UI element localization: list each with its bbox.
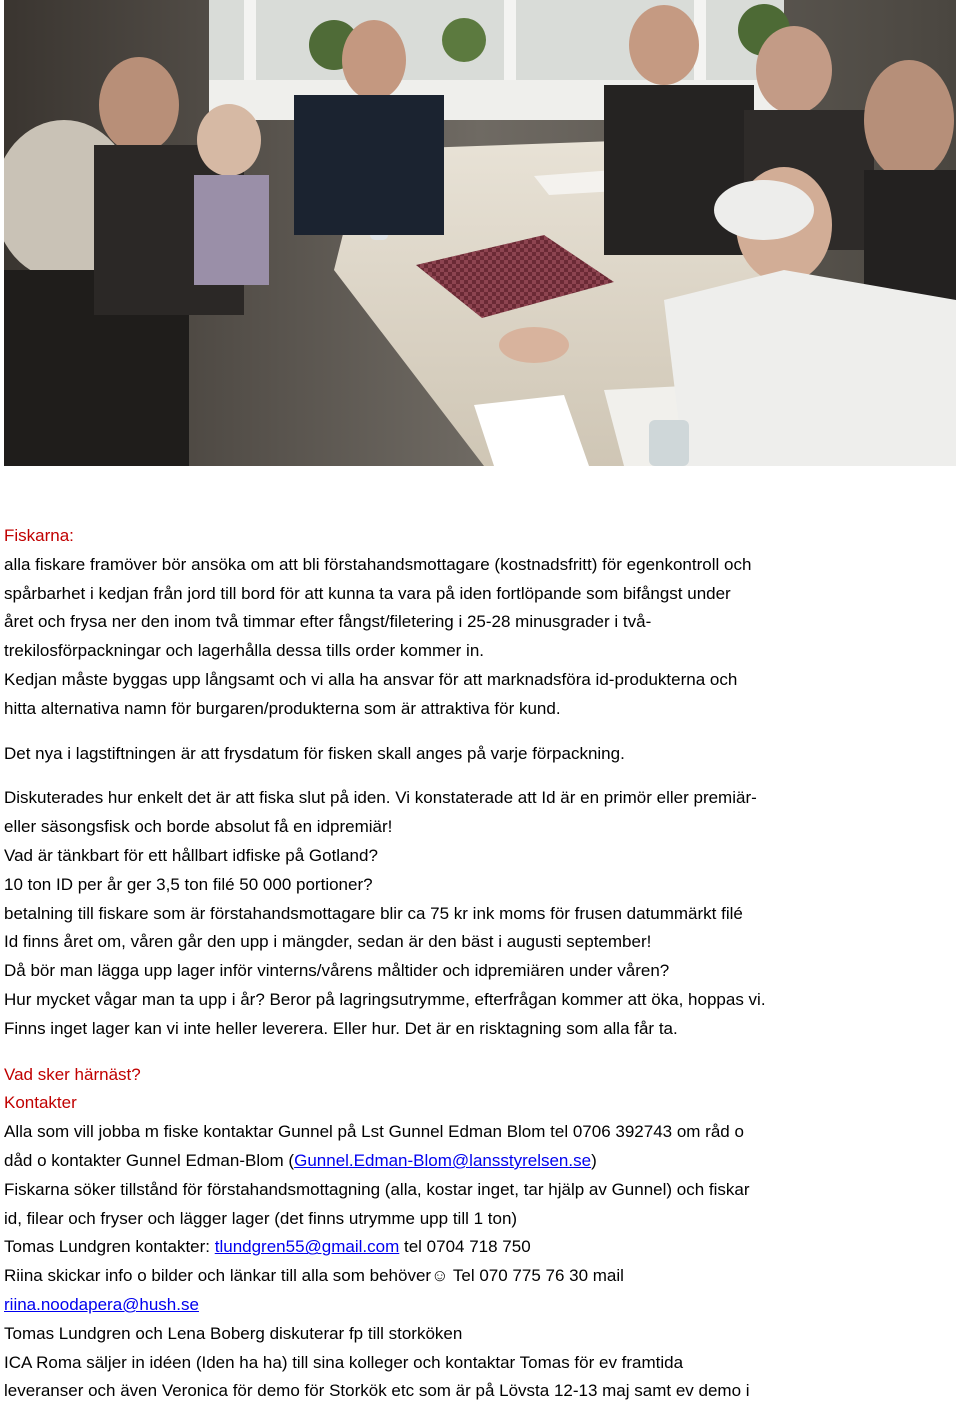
document-text	[4, 522, 956, 1406]
paragraph-line: betalning till fiskare som är förstahandsmottagare blir ca 75 kr ink moms för frusen datummärkt filé	[4, 903, 743, 923]
paragraph-line: Då bör man lägga upp lager inför vinterns/vårens måltider och idpremiären under våren?	[4, 961, 670, 981]
paragraph-line: Vad är tänkbart för ett hållbart idfiske på Gotland?	[4, 845, 378, 865]
contact-line: Fiskarna söker tillstånd för förstahandsmottagning (alla, kostar inget, tar hjälp av Gunnel) och fiskar	[4, 1179, 750, 1199]
contact-line: leveranser och även Veronica för demo för Storkök etc som är på Lövsta 12-13 maj samt ev demo i	[4, 1381, 750, 1401]
contact-text: Tomas Lundgren kontakter:	[4, 1237, 215, 1257]
paragraph-line: alla fiskare framöver bör ansöka om att bli förstahandsmottagare (kostnadsfritt) för egenkontroll och	[4, 554, 752, 574]
contact-line	[4, 1291, 956, 1320]
smiley-icon: ☺	[431, 1266, 449, 1286]
paragraph-line: året och frysa ner den inom två timmar efter fångst/filetering i 25-28 minusgrader i två-	[4, 612, 652, 632]
contact-text: Tel 070 775 76 30 mail	[448, 1266, 624, 1286]
paragraph-line: Hur mycket vågar man ta upp i år? Beror på lagringsutrymme, efterfrågan kommer att öka, hoppas vi.	[4, 989, 766, 1009]
paragraph-line: 10 ton ID per år ger 3,5 ton filé 50 000 portioner?	[4, 874, 373, 894]
next-heading: Vad sker härnäst?	[4, 1064, 141, 1084]
email-link-tomas[interactable]: tlundgren55@gmail.com	[214, 1237, 400, 1257]
contact-line: ICA Roma säljer in idéen (Iden ha ha) till sina kolleger och kontaktar Tomas för ev framtida	[4, 1352, 684, 1372]
paragraph-line: hitta alternativa namn för burgaren/produkterna som är attraktiva för kund.	[4, 698, 561, 718]
paragraph-line: Finns inget lager kan vi inte heller leverera. Eller hur. Det är en risktagning som alla får ta.	[4, 1018, 678, 1038]
meeting-photo-drawing	[4, 0, 956, 466]
paragraph-line: Diskuterades hur enkelt det är att fiska slut på iden. Vi konstaterade att Id är en primör eller premiär-	[4, 788, 757, 808]
meeting-photo	[4, 0, 956, 466]
contact-line: Tomas Lundgren och Lena Boberg diskuterar fp till storköken	[4, 1323, 463, 1343]
contact-line	[4, 1262, 956, 1291]
contact-text: Riina skickar info o bilder och länkar till alla som behöver	[4, 1266, 432, 1286]
contacts-heading: Kontakter	[4, 1093, 77, 1113]
contact-line	[4, 1147, 956, 1176]
email-link-gunnel[interactable]: Gunnel.Edman-Blom@lansstyrelsen.se	[294, 1150, 592, 1170]
fiskarna-heading: Fiskarna:	[4, 526, 74, 545]
paragraph-line: Det nya i lagstiftningen är att frysdatum för fisken skall anges på varje förpackning.	[4, 743, 625, 763]
contact-line: Alla som vill jobba m fiske kontaktar Gunnel på Lst Gunnel Edman Blom tel 0706 392743 om råd o	[4, 1122, 744, 1142]
paragraph-line: eller säsongsfisk och borde absolut få en idpremiär!	[4, 817, 393, 837]
contact-text: tel 0704 718 750	[399, 1237, 531, 1257]
contact-text: dåd o kontakter Gunnel Edman-Blom (	[4, 1150, 295, 1170]
contact-text: )	[591, 1150, 597, 1170]
paragraph-line: Id finns året om, våren går den upp i mängder, sedan är den bäst i augusti september!	[4, 932, 652, 952]
contact-line: id, filear och fryser och lägger lager (det finns utrymme upp till 1 ton)	[4, 1208, 518, 1228]
contact-line	[4, 1233, 956, 1262]
email-link-riina[interactable]: riina.noodapera@hush.se	[4, 1294, 199, 1314]
paragraph-line: Kedjan måste byggas upp långsamt och vi alla ha ansvar för att marknadsföra id-produkterna och	[4, 669, 738, 689]
paragraph-line: spårbarhet i kedjan från jord till bord för att kunna ta vara på iden fortlöpande som bifångst under	[4, 583, 731, 603]
paragraph-line: trekilosförpackningar och lagerhålla dessa tills order kommer in.	[4, 641, 484, 661]
